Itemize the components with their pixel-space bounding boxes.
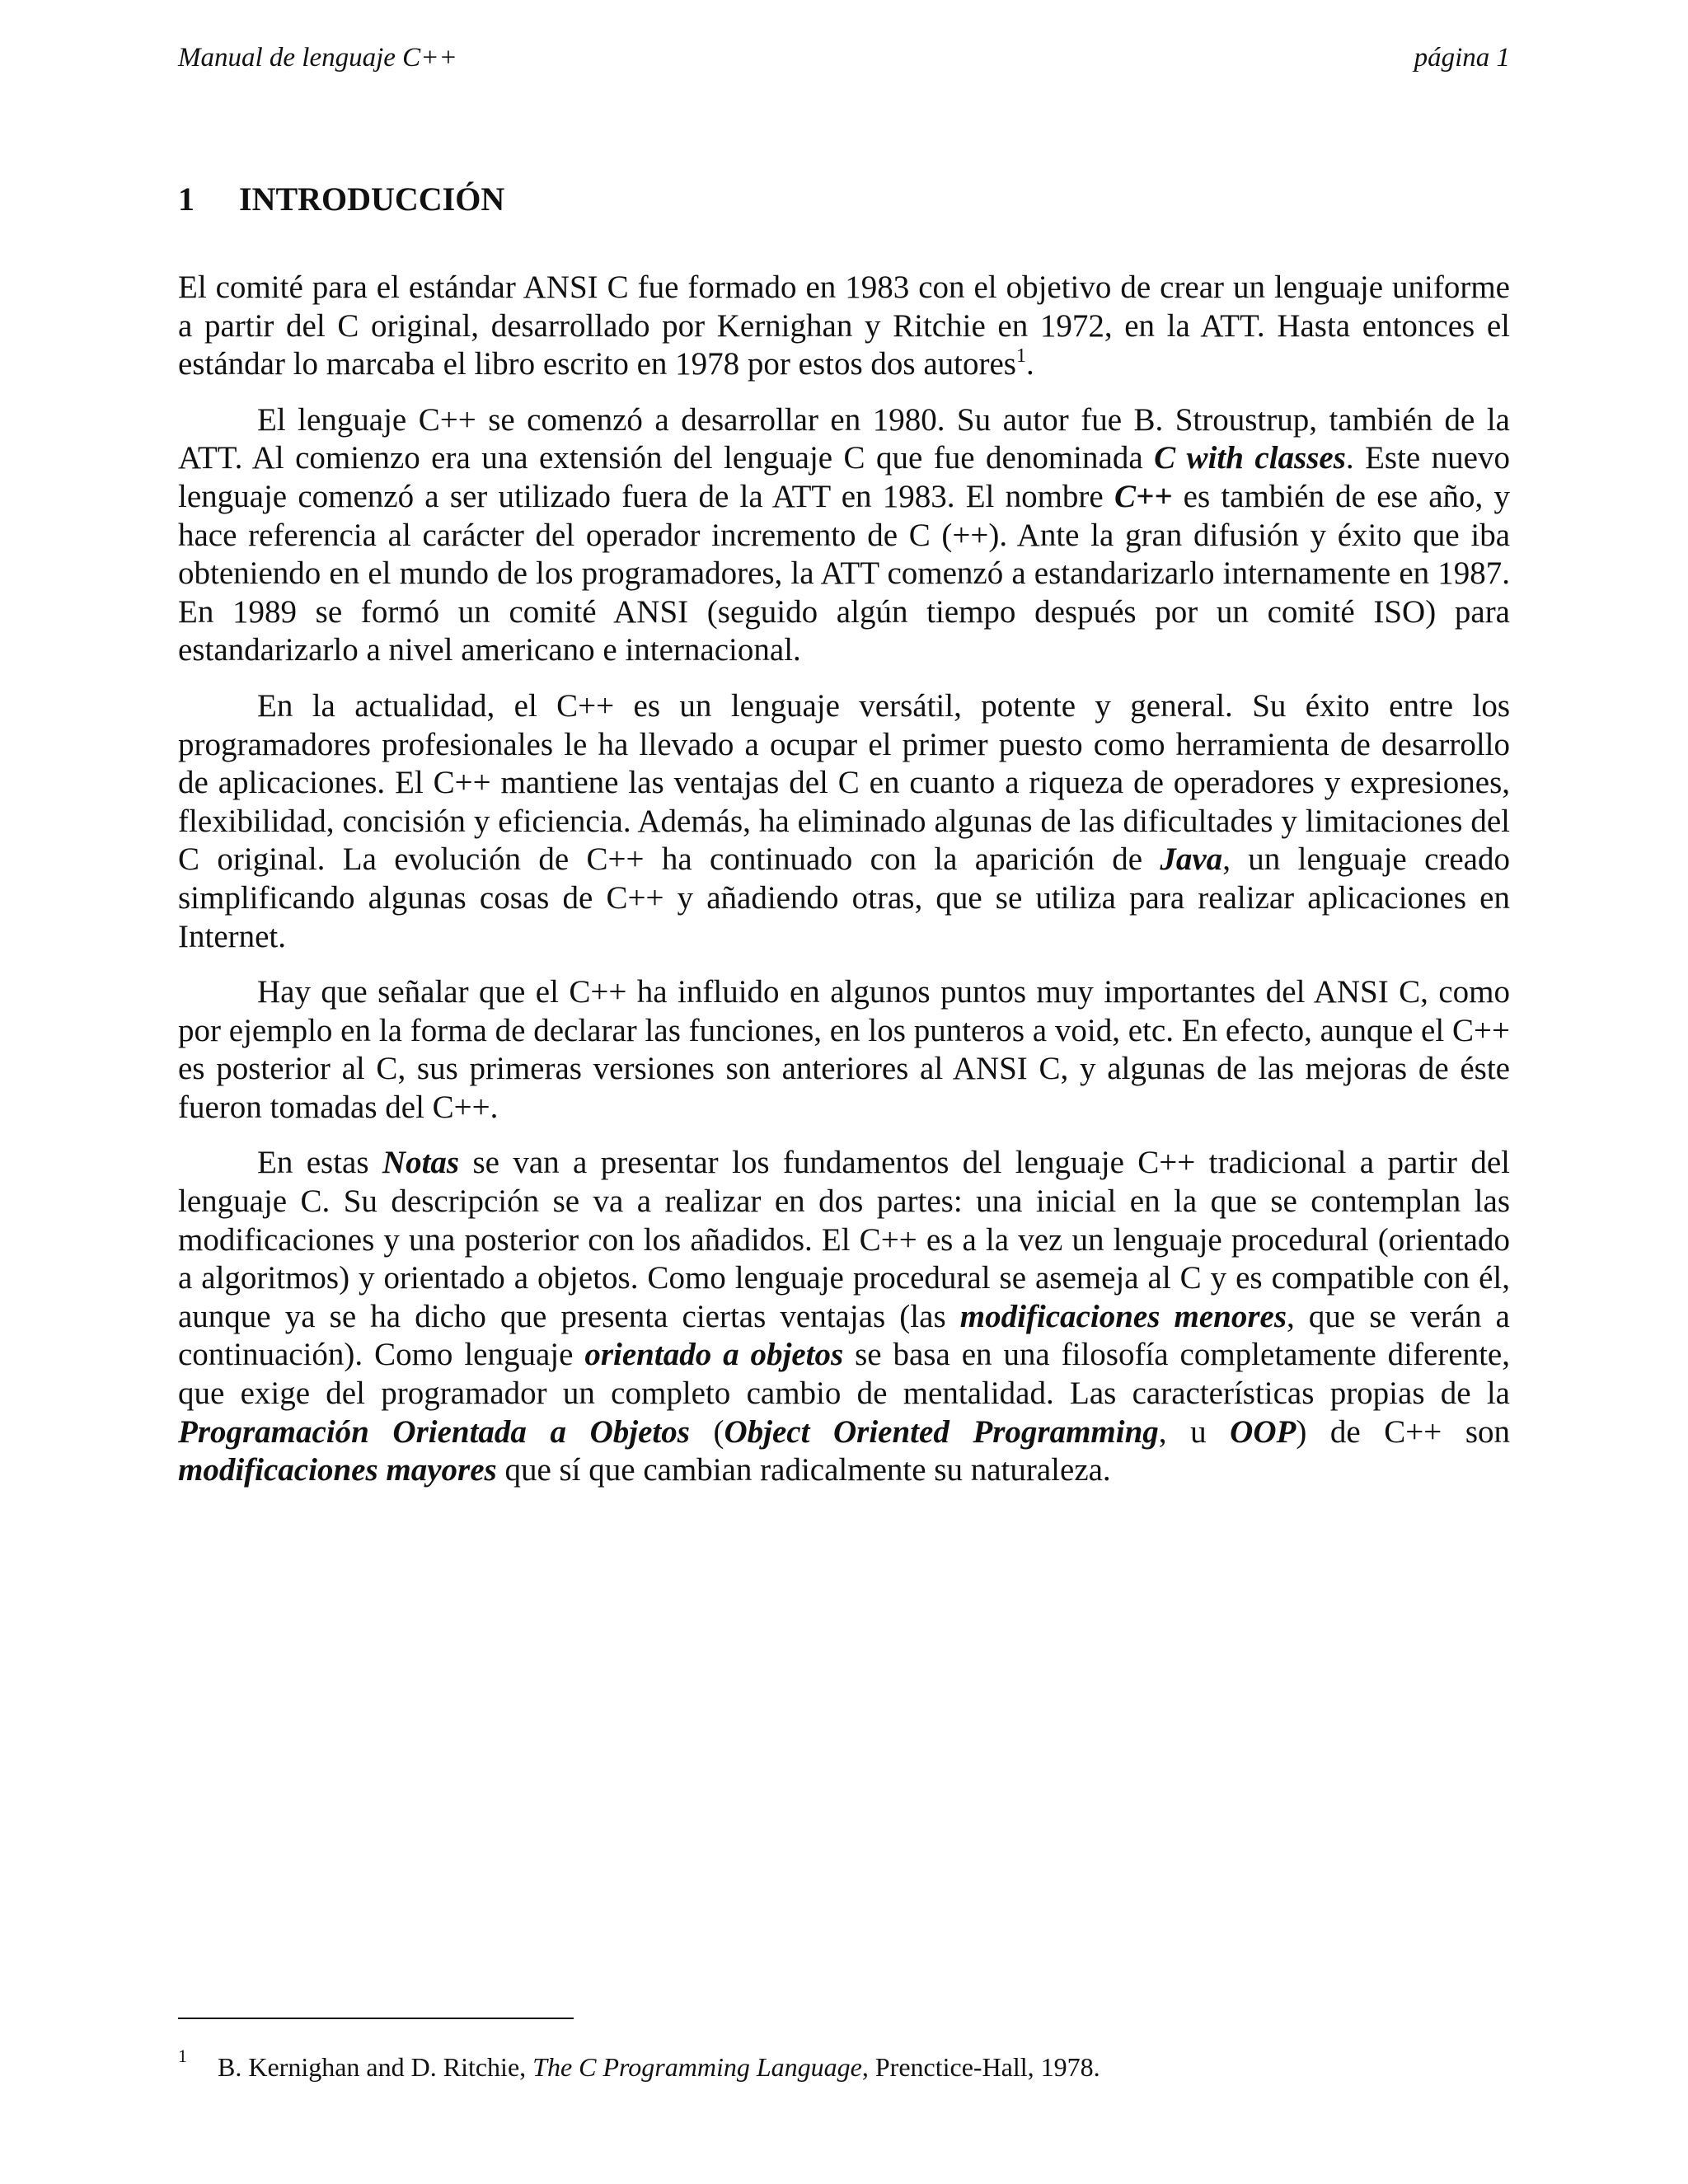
p2-term-c-with-classes: C with classes: [1154, 440, 1346, 476]
p5-text-g: se basa en una filosofía completamente diferente, que exige del programador un completo cambio de mentalidad. Las características propias de la: [178, 1337, 1510, 1412]
p5-term-poo: Programación Orientada a Objetos: [178, 1413, 690, 1450]
paragraph-4: [178, 973, 1510, 1127]
footnote-book-title: The C Programming Language: [532, 2052, 862, 2082]
p5-text-m: ) de C++ son: [1296, 1413, 1510, 1450]
paragraph-3: [178, 687, 1510, 956]
footnote-number: 1: [178, 2046, 187, 2066]
p2-term-cpp: C++: [1114, 478, 1173, 514]
p5-text-c: se van a presentar los fundamentos del lenguaje C++ tradicional a partir del lenguaje C. Su descripción se va a realizar en dos partes: una inicial en la que se contemplan las modificaciones y una posterior con los añadidos. El C++ es a la vez un lenguaje procedural (orientado a algoritmos) y orientado a objetos. Como lenguaje procedural se asemeja al C y es compatible con él, aunque ya se ha dicho que presenta ciertas ventajas (las: [178, 1145, 1510, 1334]
paragraph-1-text: El comité para el estándar ANSI C fue formado en 1983 con el objetivo de crear un lenguaje uniforme a partir del C original, desarrollado por Kernighan y Ritchie en 1972, en la ATT. Hasta entonces el estándar lo marcaba el libro escrito en 1978 por estos dos autores: [178, 269, 1510, 382]
body-text: [178, 269, 1510, 1507]
p3-text-c: , un lenguaje creado simplificando algunas cosas de C++ y añadiendo otras, que se utiliza para realizar aplicaciones en Internet.: [178, 841, 1510, 954]
footnote-authors: B. Kernighan and D. Ritchie,: [218, 2052, 533, 2082]
section-heading: [178, 180, 504, 218]
p2-text-a: El lenguaje C++ se comenzó a desarrollar en 1980. Su autor fue B. Stroustrup, también de la ATT. Al comienzo era una extensión del lenguaje C que fue denominada: [178, 401, 1510, 476]
p3-term-java: Java: [1160, 841, 1223, 878]
p5-term-modificaciones-menores: modificaciones menores: [959, 1298, 1287, 1334]
p4-text: Hay que señalar que el C++ ha influido en algunos puntos muy importantes del ANSI C, como por ejemplo en la forma de declarar las funciones, en los punteros a void, etc. En efecto, aunque el C++ es posterior al C, sus primeras versiones son anteriores al ANSI C, y algunas de las mejoras de éste fueron tomadas del C++.: [178, 974, 1510, 1125]
p2-text-e: es también de ese año, y hace referencia al carácter del operador incremento de C (++). Ante la gran difusión y éxito que iba obteniendo en el mundo de los programadores, la ATT comenzó a estandarizarlo internamente en 1987. En 1989 se formó un comité ANSI (seguido algún tiempo después por un comité ISO) para estandarizarlo a nivel americano e internacional.: [178, 478, 1510, 668]
footnote-divider: [178, 2018, 574, 2019]
p3-text-a: En la actualidad, el C++ es un lenguaje versátil, potente y general. Su éxito entre los programadores profesionales le ha llevado a ocupar el primer puesto como herramienta de desarrollo de aplicaciones. El C++ mantiene las ventajas del C en cuanto a riqueza de operadores y expresiones, flexibilidad, concisión y eficiencia. Además, ha eliminado algunas de las dificultades y limitaciones del C original. La evolución de C++ ha continuado con la aparición de: [178, 687, 1510, 878]
header-document-title: Manual de lenguaje C++: [178, 43, 457, 73]
p5-text-e: , que se verán a continuación). Como lenguaje: [178, 1298, 1510, 1373]
p5-term-oop: OOP: [1230, 1413, 1296, 1450]
p5-term-orientado-a-objetos: orientado a objetos: [584, 1337, 844, 1373]
p5-term-oop-full: Object Oriented Programming: [724, 1413, 1159, 1450]
paragraph-2: [178, 401, 1510, 670]
section-number: 1: [178, 180, 195, 218]
paragraph-1-end: .: [1025, 346, 1034, 382]
section-title: INTRODUCCIÓN: [239, 180, 505, 218]
p5-term-modificaciones-mayores: modificaciones mayores: [178, 1452, 497, 1488]
p5-text-i: (: [689, 1413, 724, 1450]
footnote-text: [218, 2052, 1510, 2083]
footnote-publisher: , Prenctice-Hall, 1978.: [861, 2052, 1100, 2082]
p5-text-k: , u: [1158, 1413, 1231, 1450]
p2-text-c: . Este nuevo lenguaje comenzó a ser utilizado fuera de la ATT en 1983. El nombre: [178, 440, 1510, 514]
paragraph-5: [178, 1144, 1510, 1489]
header-page-number: página 1: [1414, 43, 1510, 73]
footnote-ref-1[interactable]: 1: [1015, 345, 1026, 368]
running-header: [178, 43, 1510, 73]
p5-text-o: que sí que cambian radicalmente su naturaleza.: [496, 1452, 1111, 1488]
p5-term-notas: Notas: [382, 1145, 460, 1181]
p5-text-a: En estas: [257, 1145, 382, 1181]
footnote: [178, 2046, 1510, 2083]
paragraph-1: [178, 269, 1510, 384]
